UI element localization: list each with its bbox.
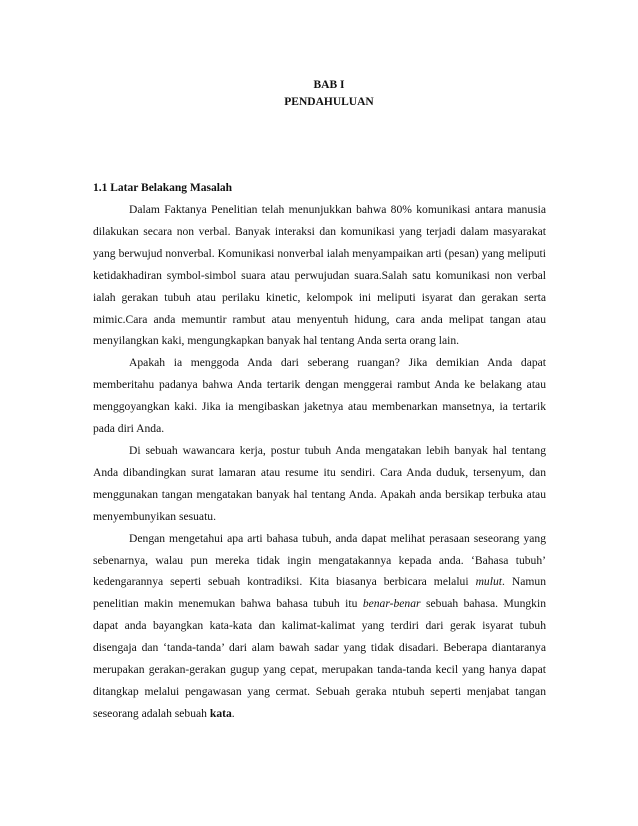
chapter-number: BAB I — [313, 79, 345, 91]
paragraph-4 — [93, 528, 546, 725]
paragraph-2: Apakah ia menggoda Anda dari seberang ruangan? Jika demikian Anda dapat memberitahu padanya bahwa Anda tertarik dengan menggerai rambut Anda ke belakang atau menggoyangkan kaki. Jika ia mengibaskan jaketnya atau membenarkan mansetnya, ia tertarik pada diri Anda. — [93, 356, 546, 436]
paragraph-4-text-4: . — [231, 706, 235, 720]
italic-word-mulut: mulut — [475, 575, 502, 589]
paragraph-4-text-3: sebuah bahasa. Mungkin dapat anda bayangkan kata-kata dan kalimat-kalimat yang terdiri dari gerak isyarat tubuh disengaja dan ‘tanda-tanda’ dari alam bawah sadar yang tidak disadari. Beberapa diantaranya merupakan gerakan-gerakan gugup yang cepat, merupakan tanda-tanda kecil yang hanya dapat ditangkap melalui pengawasan yang cermat. Sebuah geraka ntubuh seperti menjabat tangan seseorang adalah sebuah — [93, 597, 546, 720]
paragraph-4-text-1: Dengan mengetahui apa arti bahasa tubuh, anda dapat melihat perasaan seseorang yang sebenarnya, walau pun mereka tidak ingin mengatakannya kepada anda. ‘Bahasa tubuh’ kedengarannya seperti sebuah kontradiksi. Kita biasanya berbicara melalui — [93, 531, 546, 589]
italic-word-benar-benar: benar-benar — [362, 597, 421, 611]
paragraph-4-text-2: . Namun penelitian makin menemukan bahwa bahasa tubuh itu — [93, 575, 546, 611]
bold-word-kata: kata — [209, 706, 232, 720]
chapter-title: PENDAHULUAN — [284, 96, 374, 108]
paragraph-3: Di sebuah wawancara kerja, postur tubuh Anda mengatakan lebih banyak hal tentang Anda dibandingkan surat lamaran atau resume itu sendiri. Cara Anda duduk, tersenyum, dan menggunakan tangan mengatakan banyak hal tentang Anda. Apakah anda bersikap terbuka atau menyembunyikan sesuatu. — [93, 443, 546, 523]
section-heading: 1.1 Latar Belakang Masalah — [93, 182, 233, 194]
paragraph-1: Dalam Faktanya Penelitian telah menunjukkan bahwa 80% komunikasi antara manusia dilakukan secara non verbal. Banyak interaksi dan komunikasi yang terjadi dalam masyarakat yang berwujud nonverbal. Komunikasi nonverbal ialah menyampaikan arti (pesan) yang meliputi ketidakhadiran symbol-simbol suara atau perwujudan suara.Salah satu komunikasi non verbal ialah gerakan tubuh atau perilaku kinetic, kelompok ini meliputi isyarat dan gerakan serta mimic.Cara anda memuntir rambut atau menyentuh hidung, cara anda melipat tangan atau menyilangkan kaki, mengungkapkan banyak hal tentang Anda serta orang lain. — [93, 203, 546, 348]
body-text — [93, 199, 546, 725]
